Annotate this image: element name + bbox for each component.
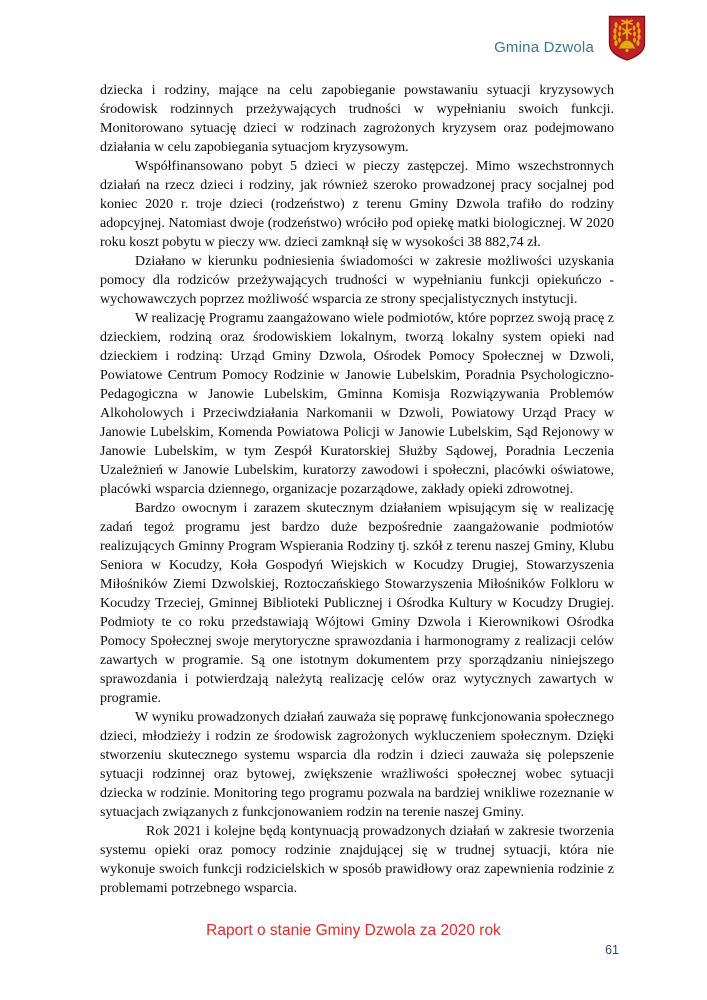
page-header [494, 15, 647, 62]
site-title: Gmina Dzwola [494, 39, 594, 56]
paragraph-continuation: dziecka i rodziny, mające na celu zapobieganie powstawaniu sytuacji kryzysowych środowisk rodzinnych przeżywających trudności w wypełnianiu swoich funkcji. Monitorowano sytuację dzieci w rodzinach zagrożonych kryzysem oraz podejmowano działania w celu zapobiegania sytuacjom kryzysowym. [100, 83, 614, 155]
page-number: 61 [605, 943, 619, 957]
document-body [100, 81, 614, 898]
paragraph: Działano w kierunku podniesienia świadomości w zakresie możliwości uzyskania pomocy dla rodziców przeżywających trudności w wypełnianiu funkcji opiekuńczo -wychowawczych poprzez możliwość wsparcia ze strony specjalistycznych instytucji. [100, 254, 614, 307]
report-footer-title: Raport o stanie Gminy Dzwola za 2020 rok [206, 922, 501, 939]
paragraph: W wyniku prowadzonych działań zauważa się poprawę funkcjonowania społecznego dzieci, młodzieży i rodzin ze środowisk zagrożonych wykluczeniem społecznym. Dzięki stworzeniu skutecznego systemu wsparcia dla rodzin i dzieci zauważa się polepszenie sytuacji rodzinnej oraz bytowej, zwiększenie wrażliwości społecznej wobec sytuacji dziecka w rodzinie. Monitoring tego programu pozwala na bardziej wnikliwe rozeznanie w sytuacjach związanych z funkcjonowaniem rodzin na terenie naszej Gminy. [100, 710, 614, 820]
paragraph: W realizację Programu zaangażowano wiele podmiotów, które poprzez swoją pracę z dzieckiem, rodziną oraz środowiskiem lokalnym, tworzą lokalny system opieki nad dzieckiem i rodziną: Urząd Gminy Dzwola, Ośrodek Pomocy Społecznej w Dzwoli, Powiatowe Centrum Pomocy Rodzinie w Janowie Lubelskim, Poradnia Psychologiczno-Pedagogiczna w Janowie Lubelskim, Gminna Komisja Rozwiązywania Problemów Alkoholowych i Przeciwdziałania Narkomanii w Dzwoli, Powiatowy Urząd Pracy w Janowie Lubelskim, Komenda Powiatowa Policji w Janowie Lubelskim, Sąd Rejonowy w Janowie Lubelskim, w tym Zespół Kuratorskiej Służby Sądowej, Poradnia Leczenia Uzależnień w Janowie Lubelskim, kuratorzy zawodowi i społeczni, placówki oświatowe, placówki wsparcia dziennego, organizacje pozarządowe, zakłady opieki zdrowotnej. [100, 311, 614, 497]
paragraph: Współfinansowano pobyt 5 dzieci w pieczy zastępczej. Mimo wszechstronnych działań na rzecz dzieci i rodziny, jak również szeroko prowadzonej pracy socjalnej pod koniec 2020 r. troje dzieci (rodzeństwo) z terenu Gminy Dzwola trafiło do rodziny adopcyjnej. Natomiast dwoje (rodzeństwo) wróciło pod opiekę matki biologicznej. W 2020 roku koszt pobytu w pieczy ww. dzieci zamknął się w wysokości 38 882,74 zł. [100, 159, 614, 250]
paragraph: Rok 2021 i kolejne będą kontynuacją prowadzonych działań w zakresie tworzenia systemu opieki oraz pomocy rodzinie znajdującej się w trudnej sytuacji, która nie wykonuje swoich funkcji rodzicielskich w sposób prawidłowy oraz zapewnienia rodzinie z problemami potrzebnego wsparcia. [100, 824, 614, 896]
paragraph: Bardzo owocnym i zarazem skutecznym działaniem wpisującym się w realizację zadań tegoż programu jest bardzo duże bezpośrednie zaangażowanie podmiotów realizujących Gminny Program Wspierania Rodziny tj. szkół z terenu naszej Gminy, Klubu Seniora w Kocudzy, Koła Gospodyń Wiejskich w Kocudzy Drugiej, Stowarzyszenia Miłośników Ziemi Dzwolskiej, Roztoczańskiego Stowarzyszenia Miłośników Folkloru w Kocudzy Trzeciej, Gminnej Biblioteki Publicznej i Ośrodka Kultury w Kocudzy Drugiej. Podmioty te co roku przedstawiają Wójtowi Gminy Dzwola i Kierownikowi Ośrodka Pomocy Społecznej swoje merytoryczne sprawozdania i harmonogramy z realizacji celów zawartych w programie. Są one istotnym dokumentem przy sporządzaniu niniejszego sprawozdania i potwierdzają należytą realizację celów oraz wytycznych zawartych w programie. [100, 501, 614, 706]
dzwola-coat-of-arms-icon [607, 15, 647, 62]
